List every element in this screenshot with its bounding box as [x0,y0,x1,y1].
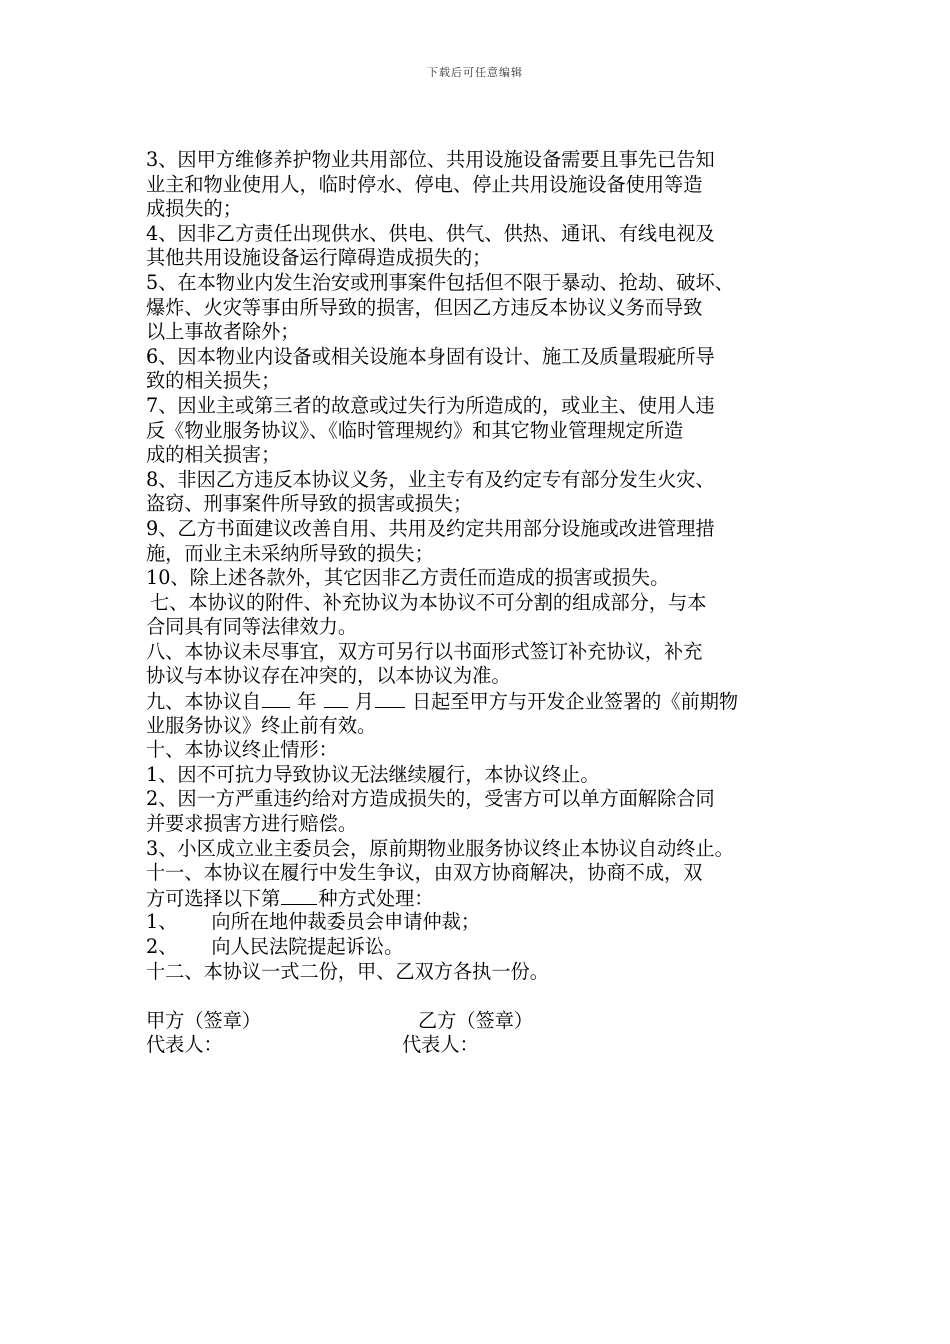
text-line: 5、在本物业内发生治安或刑事案件包括但不限于暴动、抢劫、破坏、 [146,270,734,294]
option-line [146,935,826,960]
option-text: 向人民法院提起诉讼。 [211,935,404,958]
text-line: 七、本协议的附件、补充协议为本协议不可分割的组成部分，与本 [150,590,707,614]
text-segment: 九、本协议自 [146,690,262,714]
text-line: 3、小区成立业主委员会，原前期物业服务协议终止本协议自动终止。 [146,836,734,860]
text-line: 7、因业主或第三者的故意或过失行为所造成的，或业主、使用人违 [146,393,715,417]
text-line: 致的相关损失； [146,369,281,393]
party-a-representative-label: 代表人： [146,1033,223,1057]
option-line [146,910,826,935]
signature-row [146,1009,826,1034]
text-line: 6、因本物业内设备或相关设施本身固有设计、施工及质量瑕疵所导 [146,344,715,368]
text-line: 并要求损害方进行赔偿。 [146,812,358,836]
representative-row [146,1033,826,1058]
method-choice-blank [281,886,317,905]
party-b-seal-label: 乙方（签章） [418,1008,534,1032]
party-b-representative-label: 代表人： [402,1033,479,1057]
text-segment: 种方式处理： [318,886,434,910]
text-line: 协议与本协议存在冲突的，以本协议为准。 [146,664,511,688]
text-line: 1、因不可抗力导致协议无法继续履行，本协议终止。 [146,762,600,786]
option-number: 2、 [146,935,178,958]
text-segment: 年 [297,690,317,714]
text-line: 十二、本协议一式二份，甲、乙双方各执一份。 [146,959,549,983]
text-line: 合同具有同等法律效力。 [146,615,358,639]
term-date-line [146,689,826,714]
text-line: 反《物业服务协议》、《临时管理规约》和其它物业管理规定所造 [146,418,684,442]
text-line: 以上事故者除外； [146,320,300,344]
text-line: 业服务协议》终止前有效。 [146,713,377,737]
month-blank [324,689,348,708]
text-line: 成损失的； [146,197,242,221]
text-segment: 月 [354,690,374,714]
text-line: 盗窃、刑事案件所导致的损害或损失； [146,492,473,516]
text-line: 十一、本协议在履行中发生争议，由双方协商解决，协商不成，双 [146,861,703,885]
text-segment: 日起至甲方与开发企业签署的《前期物 [411,690,739,714]
dispute-method-line [146,886,826,911]
text-line: 2、因一方严重违约给对方造成损失的，受害方可以单方面解除合同 [146,787,715,811]
text-line: 施，而业主未采纳所导致的损失； [146,541,434,565]
agreement-body [146,148,826,1058]
blank-line [146,984,826,1009]
text-line: 爆炸、火灾等事由所导致的损害，但因乙方违反本协议义务而导致 [146,295,703,319]
text-line: 其他共用设施设备运行障碍造成损失的； [146,246,492,270]
page-header: 下载后可任意编辑 [427,66,523,79]
text-line: 8、非因乙方违反本协议义务，业主专有及约定专有部分发生火灾、 [146,467,715,491]
text-line: 八、本协议未尽事宜，双方可另行以书面形式签订补充协议，补充 [146,639,703,663]
day-blank [375,689,405,708]
text-segment: 方可选择以下第 [146,886,281,910]
text-line: 3、因甲方维修养护物业共用部位、共用设施设备需要且事先已告知 [146,148,715,171]
text-line: 4、因非乙方责任出现供水、供电、供气、供热、通讯、有线电视及 [146,221,715,245]
text-line: 10、除上述各款外，其它因非乙方责任而造成的损害或损失。 [146,566,670,590]
text-line: 成的相关损害； [146,443,281,467]
option-text: 向所在地仲裁委员会申请仲裁； [211,910,481,934]
text-line: 9、乙方书面建议改善自用、共用及约定共用部分设施或改进管理措 [146,516,715,540]
year-blank [262,689,290,708]
option-number: 1、 [146,910,178,934]
text-line: 业主和物业使用人，临时停水、停电、停止共用设施设备使用等造 [146,172,703,196]
party-a-seal-label: 甲方（签章） [146,1008,262,1032]
text-line: 十、本协议终止情形： [146,738,338,762]
